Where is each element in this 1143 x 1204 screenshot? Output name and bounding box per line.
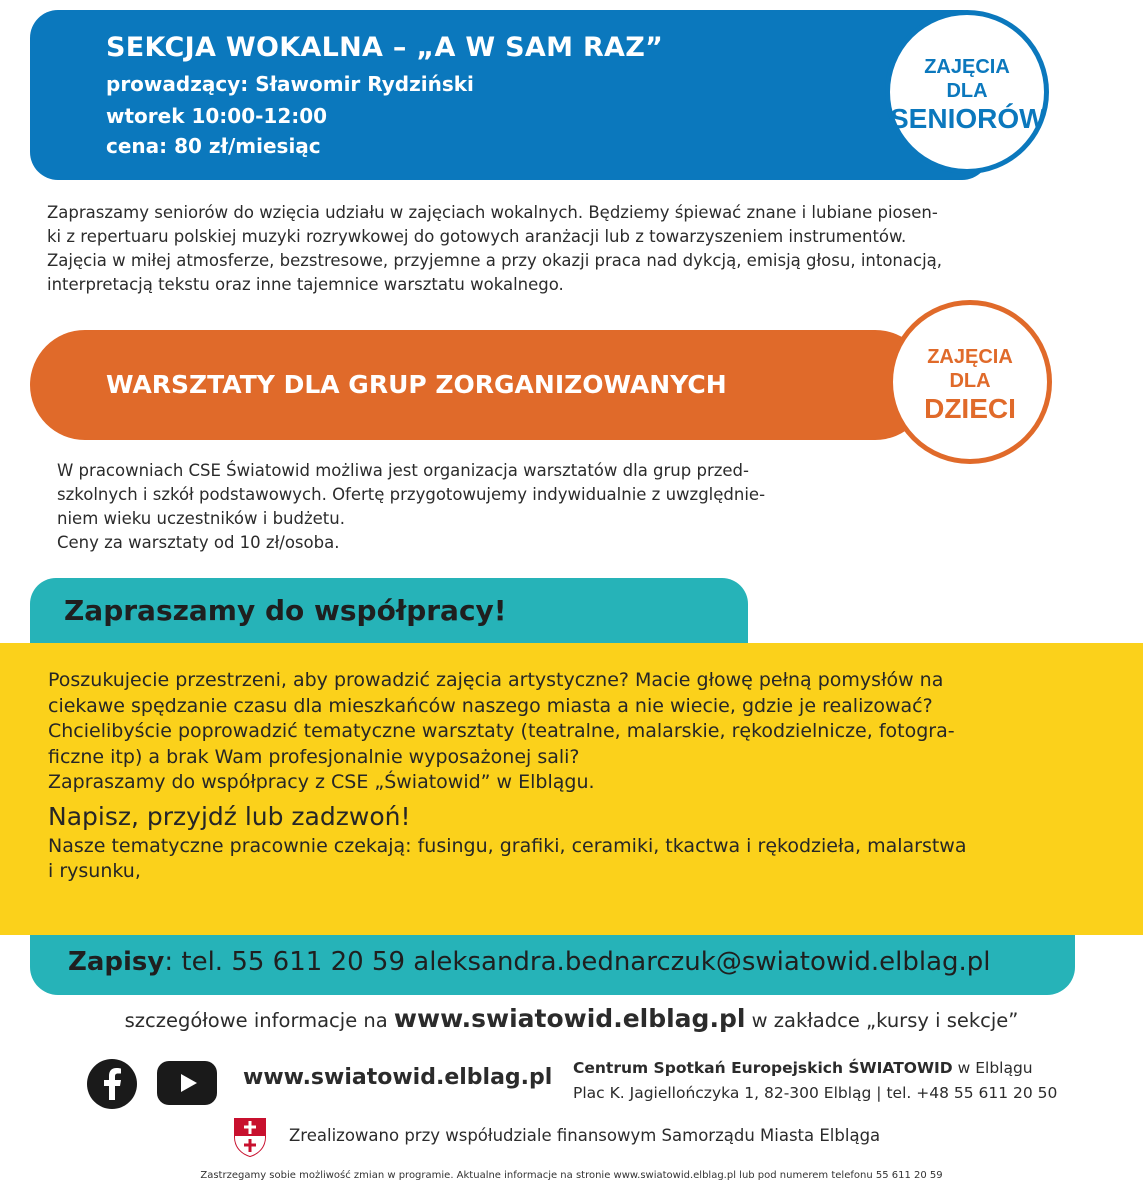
details-prefix: szczegółowe informacje na: [124, 1009, 394, 1032]
organization-info: [573, 1056, 1057, 1106]
seniors-schedule: wtorek 10:00-12:00: [106, 104, 328, 128]
kids-description: [57, 459, 877, 555]
kids-description-line: Ceny za warsztaty od 10 zł/osoba.: [57, 533, 340, 552]
org-name: Centrum Spotkań Europejskich ŚWIATOWID: [573, 1059, 953, 1077]
cooperation-line: Zapraszamy do współpracy z CSE „Światowid” w Elblągu.: [48, 771, 595, 793]
cooperation-line: Poszukujecie przestrzeni, aby prowadzić zajęcia artystyczne? Macie głowę pełną pomysłów na: [48, 669, 944, 691]
studios-line: i rysunku,: [48, 860, 141, 882]
seniors-instructor: prowadzący: Sławomir Rydziński: [106, 72, 474, 96]
contact-text: [68, 947, 991, 977]
cooperation-box: [0, 643, 1143, 935]
details-suffix: w zakładce „kursy i sekcje”: [745, 1009, 1019, 1032]
elblag-coat-of-arms-icon: [233, 1117, 267, 1157]
seniors-price: cena: 80 zł/miesiąc: [106, 134, 321, 158]
kids-description-line: niem wieku uczestników i budżetu.: [57, 509, 345, 528]
badge-line-1: ZAJĘCIA: [927, 346, 1013, 368]
kids-title: WARSZTATY DLA GRUP ZORGANIZOWANYCH: [106, 370, 727, 399]
kids-description-line: W pracowniach CSE Światowid możliwa jest organizacja warsztatów dla grup przed-: [57, 461, 749, 480]
seniors-description-line: interpretacją tekstu oraz inne tajemnice warsztatu wokalnego.: [47, 275, 564, 294]
footer-website-link[interactable]: www.swiatowid.elblag.pl: [243, 1065, 553, 1090]
badge-line-3: SENIORÓW: [890, 103, 1046, 134]
studios-line: Nasze tematyczne pracownie czekają: fusingu, grafiki, ceramiki, tkactwa i rękodzieła, malarstwa: [48, 834, 967, 857]
seniors-description-line: Zajęcia w miłej atmosferze, bezstresowe, przyjemne a przy okazji praca nad dykcją, emisją głosu, intonacją,: [47, 251, 943, 270]
seniors-description-line: ki z repertuaru polskiej muzyki rozrywkowej do gotowych aranżacji lub z towarzyszeniem instrumentów.: [47, 227, 907, 246]
kids-banner: [30, 330, 930, 440]
cooperation-line: ciekawe spędzanie czasu dla mieszkańców naszego miasta a nie wiecie, gdzie je realizować?: [48, 694, 933, 717]
contact-label: Zapisy: [68, 947, 165, 977]
badge-line-1: ZAJĘCIA: [924, 56, 1010, 78]
cooperation-body: [48, 668, 1072, 885]
funding-note: Zrealizowano przy współudziale finansowym Samorządu Miasta Elbląga: [289, 1126, 881, 1145]
seniors-banner: [30, 10, 990, 180]
badge-line-2: DLA: [946, 80, 988, 102]
call-to-action: Napisz, przyjdź lub zadzwoń!: [48, 801, 411, 831]
seniors-badge: [885, 10, 1049, 174]
cooperation-line: ficzne itp) a brak Wam profesjonalnie wyposażonej sali?: [48, 745, 580, 768]
kids-description-line: szkolnych i szkół podstawowych. Ofertę przygotowujemy indywidualnie z uwzględnie-: [57, 485, 766, 504]
seniors-description: [47, 201, 1057, 297]
org-city: w Elblągu: [952, 1059, 1033, 1077]
cooperation-title: Zapraszamy do współpracy!: [64, 594, 507, 627]
youtube-icon[interactable]: [156, 1060, 218, 1106]
details-url-link[interactable]: www.swiatowid.elblag.pl: [393, 1004, 746, 1033]
kids-badge: [888, 300, 1052, 464]
seniors-description-line: Zapraszamy seniorów do wzięcia udziału w zajęciach wokalnych. Będziemy śpiewać znane i lubiane piosen-: [47, 203, 938, 222]
contact-details[interactable]: : tel. 55 611 20 59 aleksandra.bednarczuk@swiatowid.elblag.pl: [164, 947, 991, 977]
org-address: Plac K. Jagiellończyka 1, 82-300 Elbląg | tel. +48 55 611 20 50: [573, 1084, 1058, 1102]
badge-line-2: DLA: [949, 370, 991, 392]
facebook-icon[interactable]: [86, 1058, 138, 1110]
badge-line-3: DZIECI: [924, 393, 1016, 424]
seniors-title: SEKCJA WOKALNA – „A W SAM RAZ”: [106, 32, 664, 63]
details-info: [0, 1004, 1143, 1033]
contact-banner: [30, 935, 1075, 995]
cooperation-line: Chcielibyście poprowadzić tematyczne warsztaty (teatralne, malarskie, rękodzielnicze, fotogra-: [48, 720, 955, 742]
disclaimer: Zastrzegamy sobie możliwość zmian w programie. Aktualne informacje na stronie www.swiatowid.elblag.pl lub pod numerem telefonu 55 611 20 59: [200, 1170, 943, 1181]
